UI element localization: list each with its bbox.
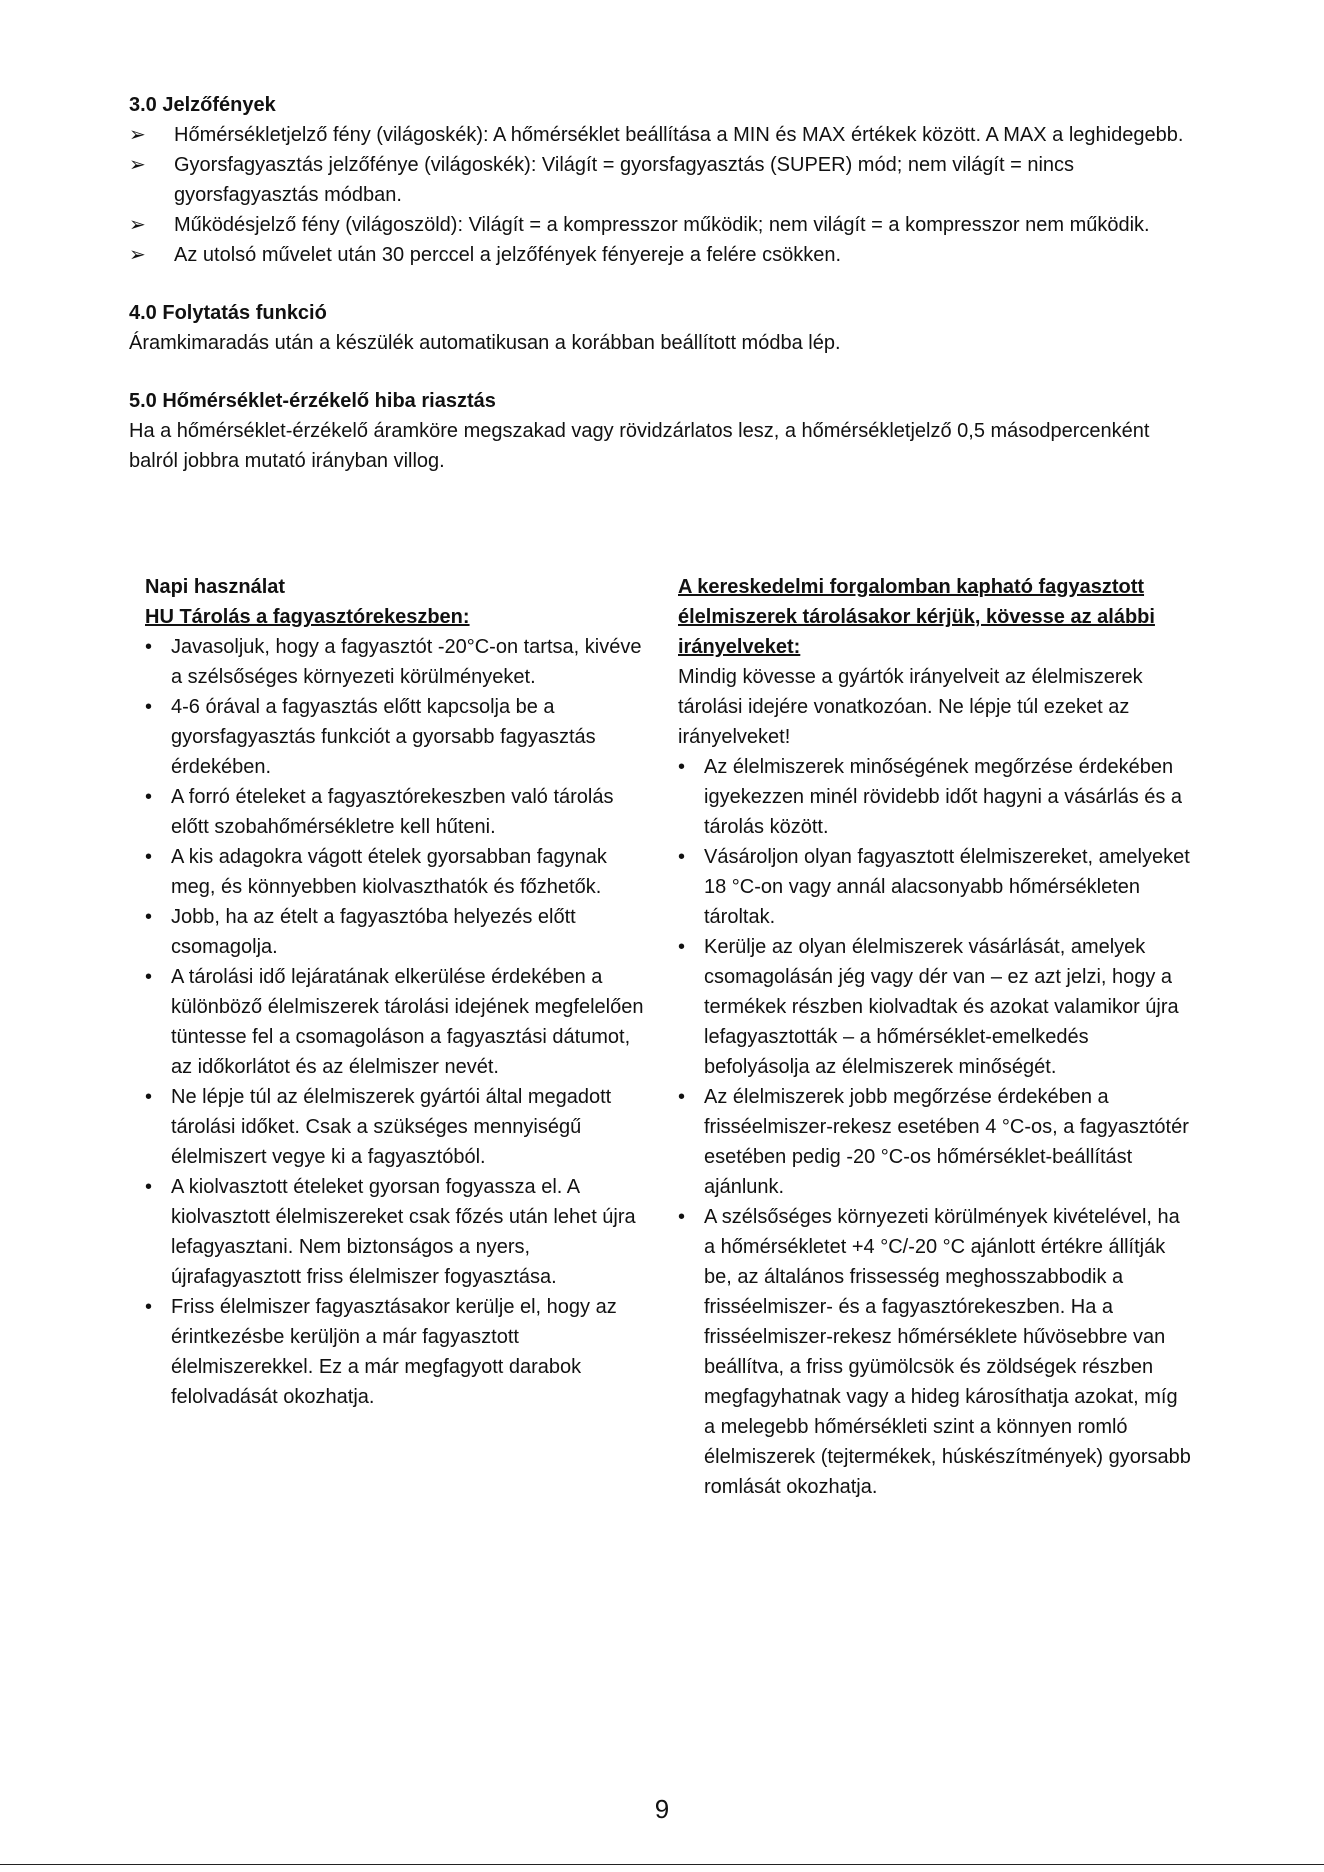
bullet-icon: • (145, 966, 153, 988)
bullet-icon: • (145, 1086, 153, 1108)
arrow-bullet-icon: ➢ (129, 154, 146, 176)
footer-divider (0, 1864, 1324, 1865)
bullet-icon: • (145, 846, 153, 868)
list-item: • Ne lépje túl az élelmiszerek gyártói által megadott tárolási időket. Csak a szükséges mennyiségű élelmiszert vegye ki a fagyasztóból. (145, 1082, 655, 1172)
list-item: • Az élelmiszerek minőségének megőrzése érdekében igyekezzen minél rövidebb időt hagyni a vásárlás és a tárolás között. (678, 752, 1193, 842)
column-intro: Mindig kövesse a gyártók irányelveit az élelmiszerek tárolási idejére vonatkozóan. Ne lépje túl ezeket az irányelveket! (678, 666, 1143, 748)
section-title: 5.0 Hőmérséklet-érzékelő hiba riasztás (129, 390, 496, 412)
arrow-bullet-icon: ➢ (129, 214, 146, 236)
list-item: • A kis adagokra vágott ételek gyorsabban fagynak meg, és könnyebben kiolvaszthatók és főzhetők. (145, 842, 655, 902)
freezer-tips-list (145, 632, 655, 1412)
column-subheading: HU Tárolás a fagyasztórekeszben: (145, 606, 470, 628)
section-sensor-alarm (129, 386, 1189, 476)
list-item: • Jobb, ha az ételt a fagyasztóba helyezés előtt csomagolja. (145, 902, 655, 962)
list-item: ➢ Hőmérsékletjelző fény (világoskék): A hőmérséklet beállítása a MIN és MAX értékek között. A MAX a leghidegebb. (129, 120, 1189, 150)
list-item: • A kiolvasztott ételeket gyorsan fogyassza el. A kiolvasztott élelmiszereket csak főzés után lehet újra lefagyasztani. Nem biztonságos a nyers, újrafagyasztott friss élelmiszer fogyasztása. (145, 1172, 655, 1292)
bullet-icon: • (678, 1086, 686, 1108)
list-item: • Vásároljon olyan fagyasztott élelmiszereket, amelyeket 18 °C-on vagy annál alacsonyabb hőmérsékleten tároltak. (678, 842, 1193, 932)
section-text: Ha a hőmérséklet-érzékelő áramköre megszakad vagy rövidzárlatos lesz, a hőmérsékletjelző 0,5 másodpercenként balról jobbra mutató irányban villog. (129, 420, 1150, 472)
bullet-icon: • (145, 696, 153, 718)
section-indicator-lights (129, 90, 1189, 270)
list-item: • Friss élelmiszer fagyasztásakor kerülje el, hogy az érintkezésbe kerüljön a már fagyasztott élelmiszerekkel. Ez a már megfagyott darabok felolvadását okozhatja. (145, 1292, 655, 1412)
bullet-icon: • (145, 906, 153, 928)
list-item: • A szélsőséges környezeti körülmények kivételével, ha a hőmérsékletet +4 °C/-20 °C ajánlott értékre állítják be, az általános frissesség meghosszabbodik a frisséelmiszer- és a fagyasztórekeszben. Ha a frisséelmiszer-rekesz hőmérséklete hűvösebbre van beállítva, a friss gyümölcsök és zöldségek részben megfagyhatnak vagy a hideg károsíthatja azokat, míg a melegebb hőmérsékleti szint a könnyen romló élelmiszerek (tejtermékek, húskészítmények) gyorsabb romlását okozhatja. (678, 1202, 1193, 1502)
column-heading: Napi használat (145, 576, 286, 598)
arrow-bullet-icon: ➢ (129, 124, 146, 146)
page-number: 9 (654, 1794, 670, 1824)
bullet-icon: • (678, 936, 686, 958)
list-item: • A forró ételeket a fagyasztórekeszben való tárolás előtt szobahőmérsékletre kell hűteni. (145, 782, 655, 842)
list-item: • Az élelmiszerek jobb megőrzése érdekében a frisséelmiszer-rekesz esetében 4 °C-os, a fagyasztótér esetében pedig -20 °C-os hőmérséklet-beállítást ajánlunk. (678, 1082, 1193, 1202)
section-text: Áramkimaradás után a készülék automatikusan a korábban beállított módba lép. (129, 332, 841, 354)
column-heading: A kereskedelmi forgalomban kapható fagyasztott élelmiszerek tárolásakor kérjük, kövesse az alábbi irányelveket: (678, 576, 1155, 658)
list-item: ➢ Gyorsfagyasztás jelzőfénye (világoskék): Világít = gyorsfagyasztás (SUPER) mód; nem világít = nincs gyorsfagyasztás módban. (129, 150, 1189, 210)
bullet-icon: • (145, 1176, 153, 1198)
list-item: • 4-6 órával a fagyasztás előtt kapcsolja be a gyorsfagyasztás funkciót a gyorsabb fagyasztás érdekében. (145, 692, 655, 782)
right-column (678, 572, 1193, 1502)
bullet-icon: • (145, 786, 153, 808)
list-item: • Kerülje az olyan élelmiszerek vásárlását, amelyek csomagolásán jég vagy dér van – ez azt jelzi, hogy a termékek részben kiolvadtak és azokat valamikor újra lefagyasztották – a hőmérséklet-emelkedés befolyásolja az élelmiszerek minőségét. (678, 932, 1193, 1082)
bullet-icon: • (145, 1296, 153, 1318)
section-title: 4.0 Folytatás funkció (129, 302, 327, 324)
arrow-bullet-icon: ➢ (129, 244, 146, 266)
indicator-list (129, 120, 1189, 270)
list-item: • Javasoljuk, hogy a fagyasztót -20°C-on tartsa, kivéve a szélsőséges környezeti körülményeket. (145, 632, 655, 692)
bullet-icon: • (678, 756, 686, 778)
commercial-food-tips-list (678, 752, 1193, 1502)
bullet-icon: • (678, 846, 686, 868)
left-column (145, 572, 655, 1412)
top-sections (129, 90, 1189, 504)
section-resume-function (129, 298, 1189, 358)
list-item: ➢ Működésjelző fény (világoszöld): Világít = a kompresszor működik; nem világít = a kompresszor nem működik. (129, 210, 1189, 240)
list-item: ➢ Az utolsó művelet után 30 perccel a jelzőfények fényereje a felére csökken. (129, 240, 1189, 270)
bullet-icon: • (678, 1206, 686, 1228)
list-item: • A tárolási idő lejáratának elkerülése érdekében a különböző élelmiszerek tárolási idejének megfelelően tüntesse fel a csomagoláson a fagyasztási dátumot, az időkorlátot és az élelmiszer nevét. (145, 962, 655, 1082)
bullet-icon: • (145, 636, 153, 658)
section-title: 3.0 Jelzőfények (129, 94, 276, 116)
